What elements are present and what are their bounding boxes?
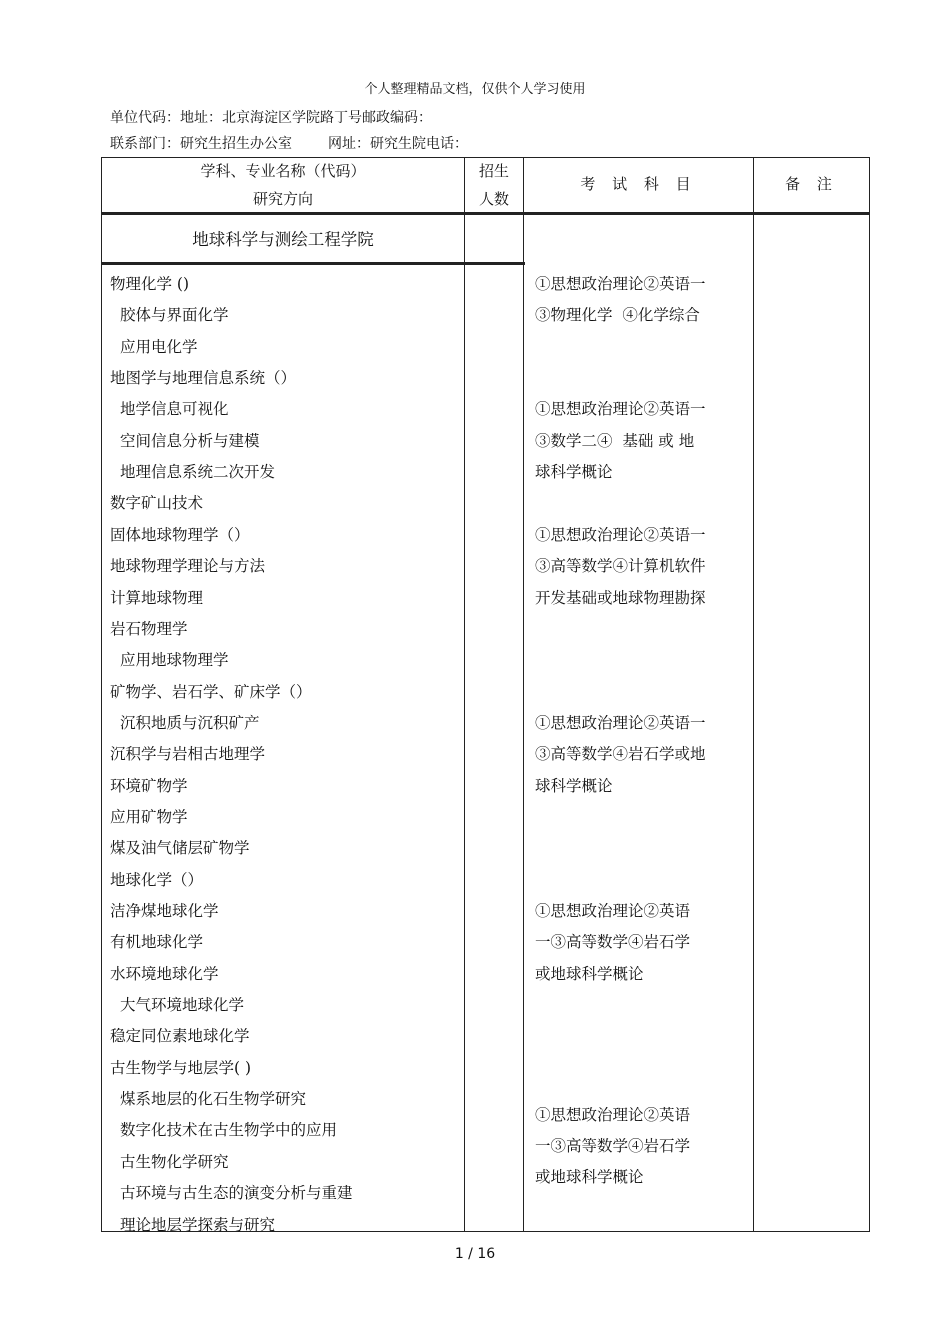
specialty-line: 环境矿物学 xyxy=(110,776,188,795)
specialty-line: 沉积地质与沉积矿产 xyxy=(120,713,260,732)
specialty-line: 洁净煤地球化学 xyxy=(110,902,219,920)
exam-subject-line: ①思想政治理论②英语一 xyxy=(535,525,706,544)
specialty-line: 稳定同位素地球化学 xyxy=(110,1027,250,1046)
header-col2-line2: 人数 xyxy=(478,190,509,208)
specialty-line: 应用矿物学 xyxy=(110,807,188,826)
specialty-line: 固体地球物理学（） xyxy=(110,525,250,544)
exam-subject-line: ①思想政治理论②英语一 xyxy=(535,713,706,732)
exam-subject-line: ③物理化学 ④化学综合 xyxy=(535,306,700,325)
specialty-line: 地理信息系统二次开发 xyxy=(120,463,276,482)
exam-subject-line: ③高等数学④计算机软件 xyxy=(535,557,706,576)
specialty-line: 地球化学（） xyxy=(110,870,204,889)
specialty-line: 古生物化学研究 xyxy=(120,1152,229,1171)
specialty-line: 数字矿山技术 xyxy=(110,494,204,513)
exam-subject-line: 一③高等数学④岩石学 xyxy=(535,1137,691,1156)
header-col2 xyxy=(465,157,523,213)
header-col2-line1: 招生 xyxy=(478,162,509,180)
header-note: 个人整理精品文档，仅供个人学习使用 xyxy=(364,82,586,97)
exam-subject-line: 开发基础或地球物理勘探 xyxy=(535,588,706,607)
specialty-line: 胶体与界面化学 xyxy=(120,306,229,325)
specialty-line: 应用电化学 xyxy=(120,337,198,356)
exam-subject-line: ①思想政治理论②英语 xyxy=(535,902,691,920)
specialty-line: 古生物学与地层学( ) xyxy=(110,1058,252,1077)
specialty-line: 地球物理学理论与方法 xyxy=(110,557,266,576)
specialty-line: 煤系地层的化石生物学研究 xyxy=(120,1090,307,1109)
header-col3: 考 试 科 目 xyxy=(580,175,697,193)
specialty-line: 理论地层学探索与研究 xyxy=(120,1215,276,1234)
page-number: 1 / 16 xyxy=(454,1246,496,1262)
exam-subject-line: ①思想政治理论②英语一 xyxy=(535,400,706,419)
contact-dept: 联系部门：研究生招生办公室 xyxy=(110,136,292,152)
specialty-line: 水环境地球化学 xyxy=(110,964,219,983)
exam-subject-line: 球科学概论 xyxy=(535,463,613,482)
header-col1-line1: 学科、专业名称（代码） xyxy=(200,162,366,180)
specialty-line: 大气环境地球化学 xyxy=(120,996,245,1015)
specialty-line: 有机地球化学 xyxy=(110,933,204,952)
exam-subject-line: ③高等数学④岩石学或地 xyxy=(535,745,706,764)
specialty-line: 古环境与古生态的演变分析与重建 xyxy=(120,1184,353,1203)
exam-subject-line: 球科学概论 xyxy=(535,776,613,795)
header-col4: 备 注 xyxy=(785,175,838,193)
specialty-line: 岩石物理学 xyxy=(110,619,188,638)
header-col1-line2: 研究方向 xyxy=(252,190,313,208)
info-line-1: 单位代码：地址：北京海淀区学院路丁号邮政编码： xyxy=(110,110,432,126)
specialty-line: 计算地球物理 xyxy=(110,588,204,607)
exam-subject-line: ①思想政治理论②英语 xyxy=(535,1105,691,1124)
specialty-line: 物理化学 () xyxy=(110,275,190,293)
specialty-line: 数字化技术在古生物学中的应用 xyxy=(120,1121,338,1140)
specialty-line: 地图学与地理信息系统（） xyxy=(110,369,297,388)
exam-subject-line: 或地球科学概论 xyxy=(535,1168,644,1187)
specialty-line: 地学信息可视化 xyxy=(120,400,229,419)
website-phone: 网址：研究生院电话： xyxy=(328,136,468,152)
exam-subject-line: ①思想政治理论②英语一 xyxy=(535,275,706,293)
exam-subject-line: 或地球科学概论 xyxy=(535,964,644,983)
exam-subject-line: 一③高等数学④岩石学 xyxy=(535,933,691,952)
school-name: 地球科学与测绘工程学院 xyxy=(192,230,374,249)
specialty-line: 空间信息分析与建模 xyxy=(120,431,260,450)
specialty-line: 煤及油气储层矿物学 xyxy=(110,839,250,858)
specialty-line: 应用地球物理学 xyxy=(120,651,229,670)
info-line-2 xyxy=(110,133,468,153)
specialty-line: 沉积学与岩相古地理学 xyxy=(110,745,266,764)
header-col1 xyxy=(102,157,464,213)
exam-subject-line: ③数学二④ 基础 或 地 xyxy=(535,431,695,450)
specialty-line: 矿物学、岩石学、矿床学（） xyxy=(110,682,312,701)
